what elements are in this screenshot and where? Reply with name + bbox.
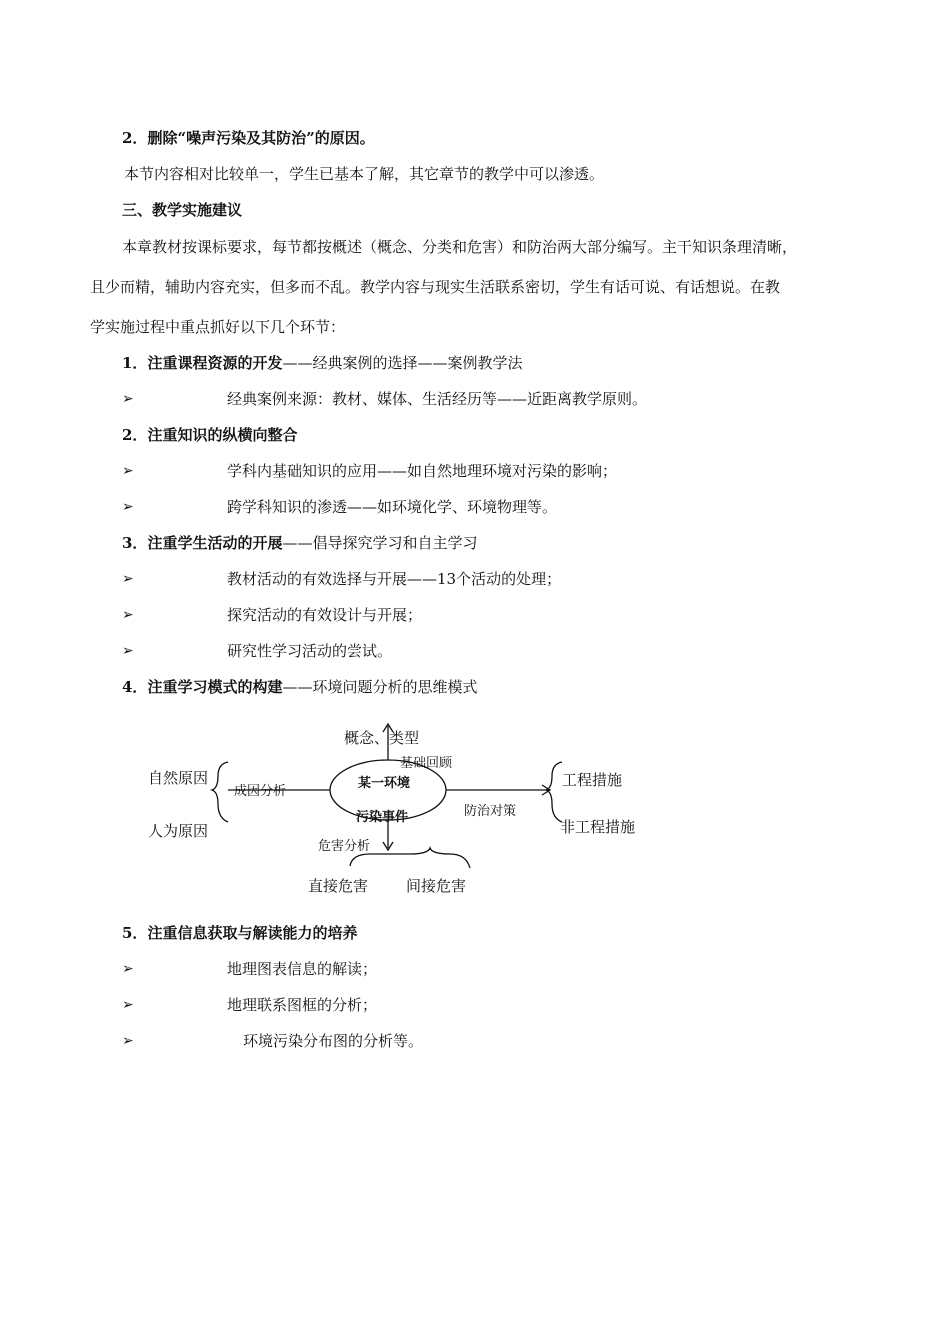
item-heading-delete-noise bbox=[122, 128, 375, 148]
item-title: 删除“噪声污染及其防治”的原因。 bbox=[147, 129, 375, 147]
left-label-b: 人为原因 bbox=[148, 822, 209, 840]
left-edge-label: 成因分析 bbox=[234, 784, 287, 799]
item-number: 3． bbox=[122, 534, 148, 552]
item-number: 4． bbox=[122, 678, 148, 696]
item-subtitle: ——环境问题分析的思维模式 bbox=[282, 678, 478, 696]
item-number: 1． bbox=[122, 354, 148, 372]
right-label-a: 工程措施 bbox=[562, 771, 623, 789]
item-heading-5 bbox=[122, 923, 357, 943]
list-item: 探究活动的有效设计与开展； bbox=[227, 606, 423, 624]
item-title: 注重信息获取与解读能力的培养 bbox=[147, 924, 358, 942]
list-item: 教材活动的有效选择与开展——13个活动的处理； bbox=[227, 570, 562, 588]
center-top-label: 某一环境 bbox=[358, 776, 411, 791]
thinking-model-diagram bbox=[110, 718, 670, 903]
bullet-icon: ➢ bbox=[122, 391, 134, 407]
item-heading-3 bbox=[122, 533, 477, 553]
item-number: 5． bbox=[122, 924, 148, 942]
right-edge-label: 防治对策 bbox=[464, 804, 517, 819]
down-label-a: 直接危害 bbox=[308, 877, 369, 895]
up-edge-label: 基础回顾 bbox=[400, 756, 453, 771]
list-item: 经典案例来源：教材、媒体、生活经历等——近距离教学原则。 bbox=[227, 390, 648, 408]
list-item: 研究性学习活动的尝试。 bbox=[227, 642, 393, 660]
right-label-b: 非工程措施 bbox=[560, 818, 636, 836]
bullet-icon: ➢ bbox=[122, 607, 134, 623]
item-heading-4 bbox=[122, 677, 477, 697]
item-number: 2． bbox=[122, 129, 148, 147]
item-title: 注重学习模式的构建 bbox=[147, 678, 283, 696]
bullet-icon: ➢ bbox=[122, 571, 134, 587]
list-item: 环境污染分布图的分析等。 bbox=[243, 1032, 424, 1050]
bullet-icon: ➢ bbox=[122, 499, 134, 515]
center-bottom-label: 污染事件 bbox=[356, 810, 409, 825]
item-title: 注重课程资源的开发 bbox=[147, 354, 283, 372]
item-title: 注重知识的纵横向整合 bbox=[147, 426, 298, 444]
list-item: 学科内基础知识的应用——如自然地理环境对污染的影响； bbox=[227, 462, 618, 480]
list-item: 地理联系图框的分析； bbox=[227, 996, 378, 1014]
bullet-icon: ➢ bbox=[122, 997, 134, 1013]
bullet-icon: ➢ bbox=[122, 643, 134, 659]
intro-line-3: 学实施过程中重点抓好以下几个环节： bbox=[90, 318, 346, 336]
item-number: 2． bbox=[122, 426, 148, 444]
down-label-b: 间接危害 bbox=[406, 877, 467, 895]
bullet-icon: ➢ bbox=[122, 961, 134, 977]
intro-line-1: 本章教材按课标要求，每节都按概述（概念、分类和危害）和防治两大部分编写。主干知识条理清晰， bbox=[122, 238, 798, 256]
list-item: 地理图表信息的解读； bbox=[227, 960, 378, 978]
item-subtitle: ——经典案例的选择——案例教学法 bbox=[282, 354, 523, 372]
intro-line-2: 且少而精，辅助内容充实，但多而不乱。教学内容与现实生活联系密切，学生有话可说、有话想说。在教 bbox=[90, 278, 781, 296]
bullet-icon: ➢ bbox=[122, 1033, 134, 1049]
left-label-a: 自然原因 bbox=[148, 769, 209, 787]
up-label: 概念、类型 bbox=[344, 729, 420, 747]
item-heading-1 bbox=[122, 353, 522, 373]
paragraph-noise-reason: 本节内容相对比较单一，学生已基本了解，其它章节的教学中可以渗透。 bbox=[124, 165, 605, 183]
section-heading: 三、教学实施建议 bbox=[122, 201, 243, 219]
item-heading-2 bbox=[122, 425, 297, 445]
down-edge-label: 危害分析 bbox=[318, 839, 371, 854]
left-brace bbox=[212, 762, 228, 822]
item-subtitle: ——倡导探究学习和自主学习 bbox=[282, 534, 478, 552]
item-title: 注重学生活动的开展 bbox=[147, 534, 283, 552]
list-item: 跨学科知识的渗透——如环境化学、环境物理等。 bbox=[227, 498, 558, 516]
right-brace bbox=[546, 762, 562, 822]
bullet-icon: ➢ bbox=[122, 463, 134, 479]
